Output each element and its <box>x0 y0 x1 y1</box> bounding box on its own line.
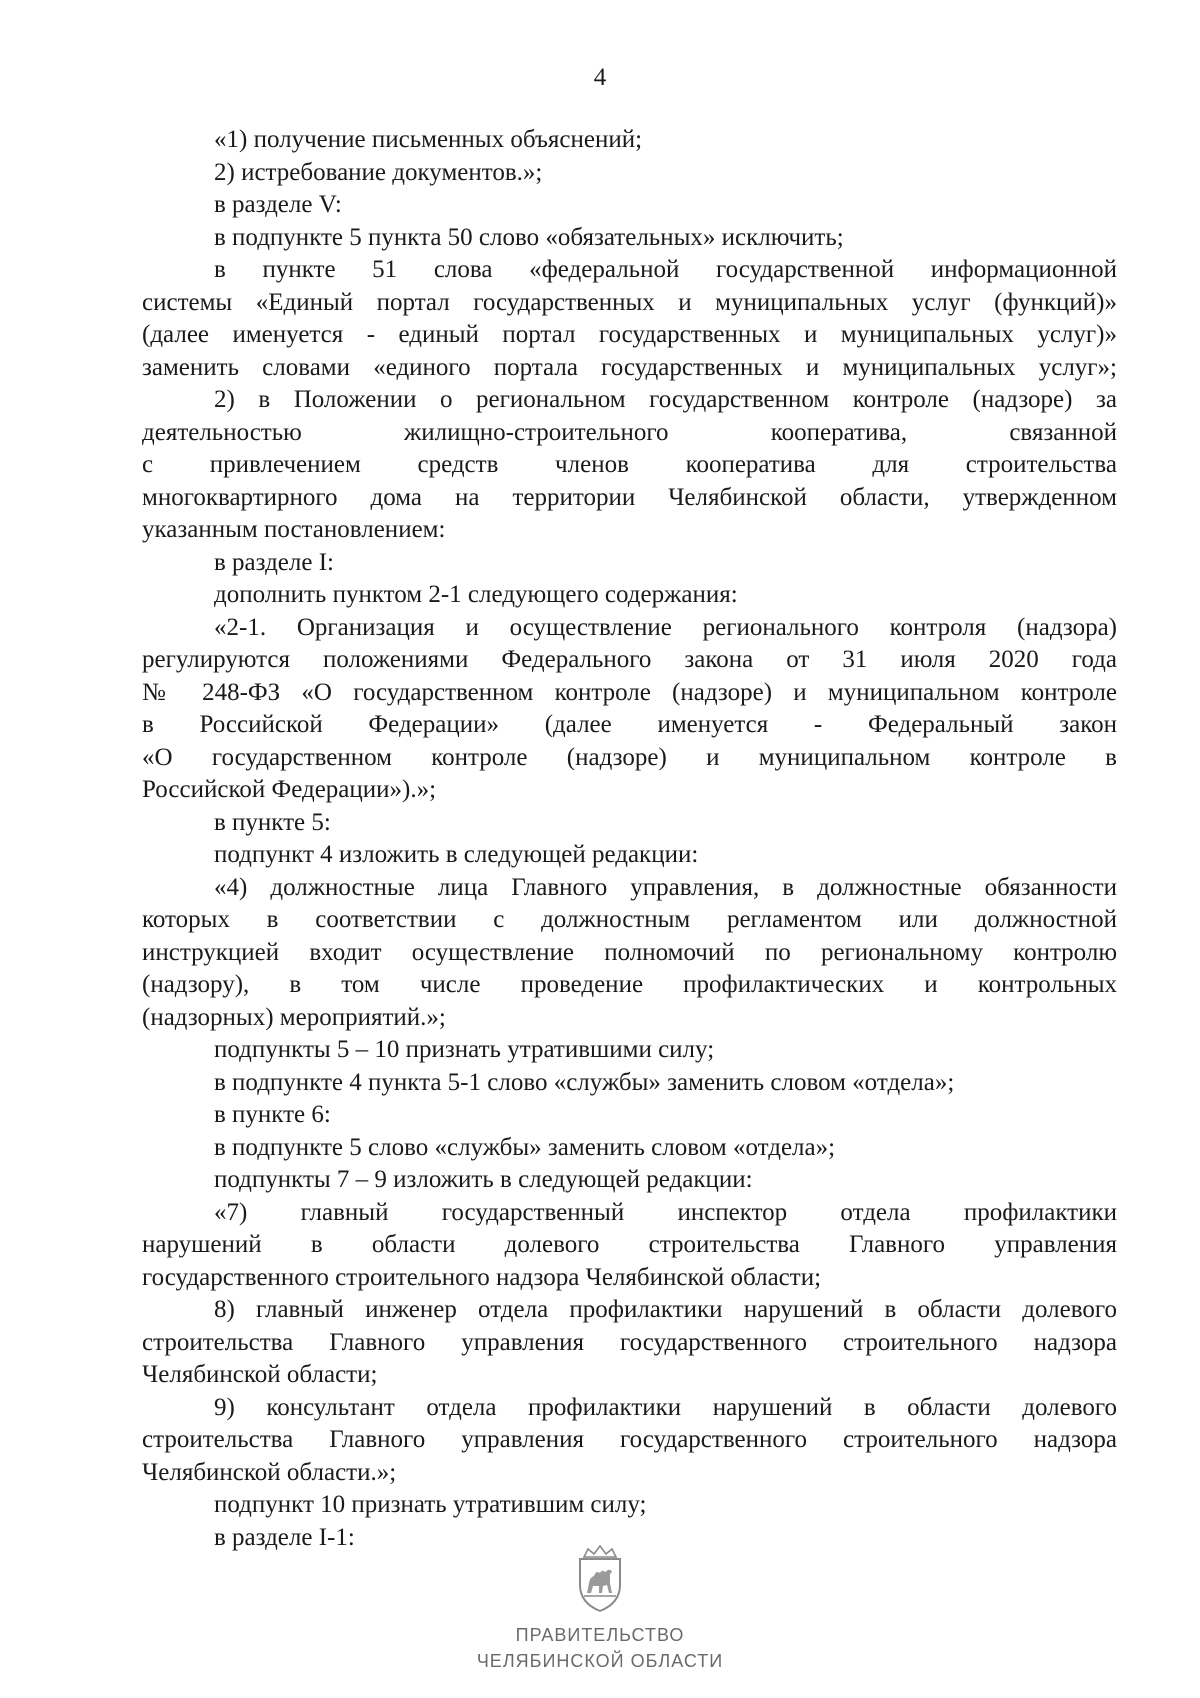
text-line: подпункт 4 изложить в следующей редакции: <box>214 841 699 868</box>
text-line: «2-1. Организация и осуществление регионального контроля (надзора) <box>214 613 1117 641</box>
text-line: 2) в Положении о региональном государственном контроле (надзоре) за <box>214 386 1117 413</box>
page-number: 4 <box>593 64 607 91</box>
text-line: 8) главный инженер отдела профилактики нарушений в области долевого <box>214 1296 1117 1323</box>
text-line: подпункт 10 признать утратившим силу; <box>214 1491 647 1518</box>
footer-line-1: ПРАВИТЕЛЬСТВО <box>515 1625 685 1645</box>
text-line: государственного строительного надзора Челябинской области; <box>142 1263 822 1291</box>
text-line: Челябинской области.»; <box>142 1458 397 1486</box>
text-line: заменить словами «единого портала государственных и муниципальных услуг»; <box>142 353 1117 381</box>
text-line: в подпункте 5 пункта 50 слово «обязательных» исключить; <box>214 223 844 251</box>
text-line: регулируются положениями Федерального закона от 31 июля 2020 года <box>142 646 1117 673</box>
text-line: в пункте 6: <box>214 1101 331 1128</box>
chelyabinsk-coat-of-arms-icon <box>570 1543 630 1615</box>
text-line: нарушений в области долевого строительства Главного управления <box>142 1231 1117 1258</box>
text-line: строительства Главного управления государственного строительного надзора <box>142 1328 1117 1356</box>
text-line: 2) истребование документов.»; <box>214 158 543 186</box>
text-line: (надзору), в том числе проведение профилактических и контрольных <box>142 971 1117 998</box>
text-line: строительства Главного управления государственного строительного надзора <box>142 1426 1117 1453</box>
text-line: в разделе I: <box>214 548 334 576</box>
text-line: «О государственном контроле (надзоре) и муниципальном контроле в <box>142 743 1117 771</box>
text-line: с привлечением средств членов кооператива для строительства <box>142 451 1117 478</box>
text-line: подпункты 5 – 10 признать утратившими силу; <box>214 1036 715 1063</box>
text-line: в пункте 51 слова «федеральной государственной информационной <box>214 256 1117 283</box>
text-line: Челябинской области; <box>142 1361 378 1388</box>
text-line: в разделе I-1: <box>214 1523 355 1551</box>
text-line: «7) главный государственный инспектор отдела профилактики <box>214 1198 1117 1226</box>
text-line: дополнить пунктом 2-1 следующего содержания: <box>214 581 738 608</box>
text-line: «4) должностные лица Главного управления, в должностные обязанности <box>214 873 1117 901</box>
text-line: инструкцией входит осуществление полномочий по региональному контролю <box>142 938 1117 966</box>
text-line: в Российской Федерации» (далее именуется - Федеральный закон <box>142 711 1117 738</box>
text-line: указанным постановлением: <box>142 516 446 543</box>
text-line: 9) консультант отдела профилактики нарушений в области долевого <box>214 1393 1117 1421</box>
text-line: в подпункте 5 слово «службы» заменить словом «отдела»; <box>214 1133 836 1161</box>
footer-emblem <box>0 1543 1200 1622</box>
text-line: (надзорных) мероприятий.»; <box>142 1003 446 1031</box>
footer-line-2: ЧЕЛЯБИНСКОЙ ОБЛАСТИ <box>476 1651 724 1671</box>
text-line: которых в соответствии с должностным регламентом или должностной <box>142 906 1117 933</box>
text-line: подпункты 7 – 9 изложить в следующей редакции: <box>214 1166 753 1193</box>
text-line: (далее именуется - единый портал государственных и муниципальных услуг)» <box>142 321 1117 348</box>
text-line: Российской Федерации»).»; <box>142 776 437 803</box>
document-body <box>142 124 1117 1554</box>
text-line: «1) получение письменных объяснений; <box>214 126 643 153</box>
text-line: многоквартирного дома на территории Челябинской области, утвержденном <box>142 483 1117 511</box>
text-line: в пункте 5: <box>214 808 331 836</box>
text-line: № 248-ФЗ «О государственном контроле (надзоре) и муниципальном контроле <box>142 678 1117 706</box>
text-line: системы «Единый портал государственных и муниципальных услуг (функций)» <box>142 288 1117 316</box>
text-line: деятельностью жилищно-строительного кооператива, связанной <box>142 418 1117 446</box>
text-line: в подпункте 4 пункта 5-1 слово «службы» заменить словом «отдела»; <box>214 1068 955 1096</box>
text-line: в разделе V: <box>214 191 342 218</box>
